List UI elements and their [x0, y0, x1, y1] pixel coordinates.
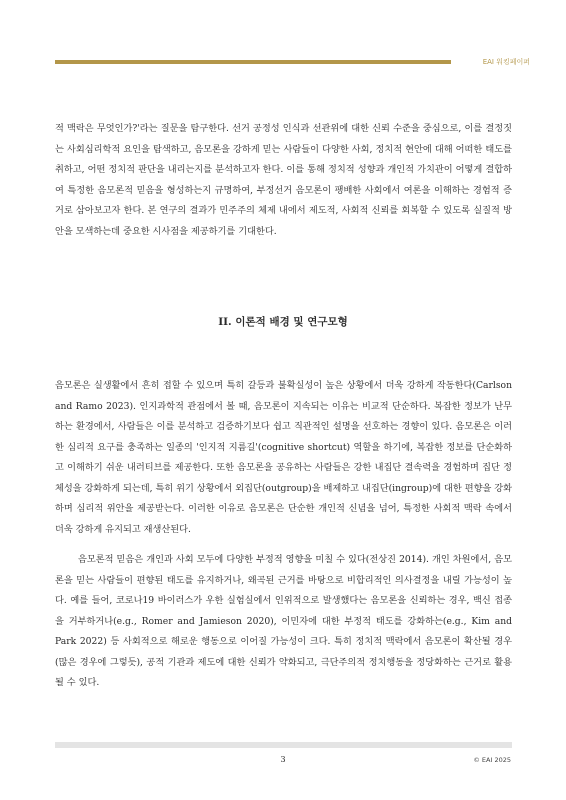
intro-paragraph: 적 맥락은 무엇인가?'라는 질문을 탐구한다. 선거 공정성 인식과 선관위에 대한 신뢰 수준을 중심으로, 이를 결정짓는 사회심리학적 요인을 탐색하고, 음모론을 강하게 믿는 사람들이 다양한 사회, 정치적 현안에 대해 어떠한 태도를 취하고, 어떤 정치적 판단을 내리는지를 분석하고자 한다. 이를 통해 정치적 성향과 개인적 가치관이 어떻게 결합하여 특정한 음모론적 믿음을 형성하는지 규명하여, 부정선거 음모론이 팽배한 사회에서 여론을 이해하는 경험적 증거로 삼아보고자 한다. 본 연구의 결과가 민주주의 체제 내에서 제도적, 사회적 신뢰를 회복할 수 있도록 실질적 방안을 모색하는데 중요한 시사점을 제공하기를 기대한다. [55, 123, 512, 237]
background-paragraph-2: 음모론적 믿음은 개인과 사회 모두에 다양한 부정적 영향을 미칠 수 있다(전상진 2014). 개인 차원에서, 음모론을 믿는 사람들이 편향된 태도를 유지하거나, 왜곡된 근거를 바탕으로 비합리적인 의사결정을 내릴 가능성이 높다. 예를 들어, 코로나19 바이러스가 우한 실험실에서 인위적으로 발생했다는 음모론을 신뢰하는 경우, 백신 접종을 거부하거나(e.g., Romer and Jamieson 2020), 이민자에 대한 부정적 태도를 강화하는(e.g., Kim and Park 2022) 등 사회적으로 해로운 행동으로 이어질 가능성이 크다. 특히 정치적 맥락에서 음모론이 확산될 경우(많은 경우에 그렇듯), 공적 기관과 제도에 대한 신뢰가 약화되고, 극단주의적 정치행동을 정당화하는 근거로 활용될 수 있다. [55, 554, 512, 688]
header-rule [55, 60, 451, 64]
section-title: II. 이론적 배경 및 연구모형 [218, 316, 348, 328]
background-paragraph-1: 음모론은 실생활에서 흔히 접할 수 있으며 특히 갈등과 불확실성이 높은 상황에서 더욱 강하게 작동한다(Carlson and Ramo 2023). 인지과학적 관점에서 볼 때, 음모론이 지속되는 이유는 비교적 단순하다. 복잡한 정보가 난무하는 환경에서, 사람들은 이를 분석하고 검증하기보다 쉽고 직관적인 설명을 선호하는 경향이 있다. 음모론은 이러한 심리적 요구를 충족하는 일종의 '인지적 지름길'(cognitive shortcut) 역할을 하기에, 복잡한 정보를 단순화하고 이해하기 쉬운 내러티브를 제공한다. 또한 음모론을 공유하는 사람들은 강한 내집단 결속력을 경험하며 집단 정체성을 강화하게 되는데, 특히 위기 상황에서 외집단(outgroup)을 배제하고 내집단(ingroup)에 대한 편향을 강화하며 심리적 위안을 제공받는다. 이러한 이유로 음모론은 단순한 개인적 신념을 넘어, 특정한 사회적 맥락 속에서 더욱 강하게 유지되고 재생산된다. [55, 380, 512, 535]
page-number: 3 [280, 755, 286, 764]
copyright: © EAI 2025 [473, 756, 511, 764]
footer-rule [55, 742, 512, 748]
header-label: EAI 워킹페이퍼 [482, 58, 530, 66]
